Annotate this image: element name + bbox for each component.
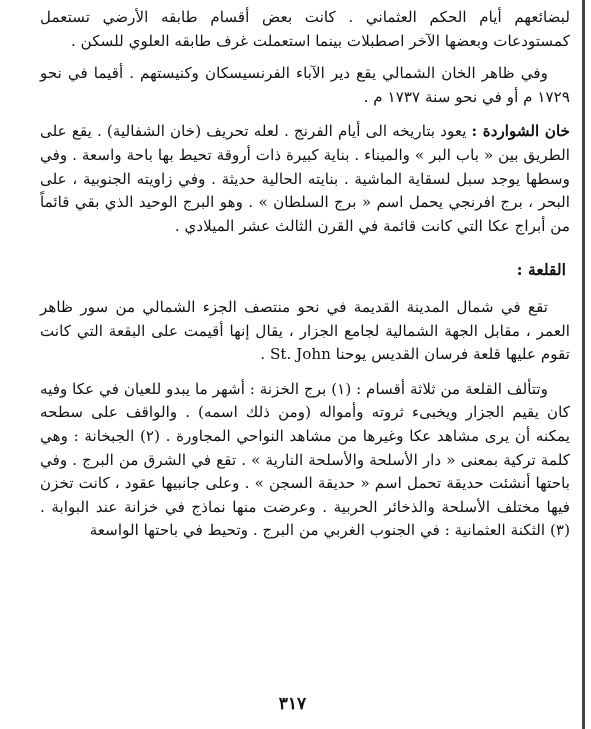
paragraph-citadel-sections: وتتألف القلعة من ثلاثة أقسام : (١) برج الخزنة : أشهر ما يبدو للعيان في عكا وفيه كان يقيم الجزار ويخبىء ثروته وأمواله (ومن ذلك اسمه) . والواقف على سطحه يمكنه أن يرى مشاهد عكا وغيرها من مشاهد النواحي المجاورة . (٢) الجبخانة : وهي كلمة تركية بمعنى « دار الأسلحة والأسلحة النارية » . تقع في الشرق من البرج . وفي باحتها أنشئت حديقة تحمل اسم « حديقة السجن » . وعلى جانبيها عقود ، كانت تخزن فيها مختلف الأسلحة والذخائر الحربية . وعرضت منها نماذج في خزانة عند البوابة . (٣) الثكنة العثمانية : في الجنوب الغربي من البرج . وتحيط في باحتها الواسعة — [40, 379, 571, 540]
khan-al-shawarda-term: خان الشواردة : — [471, 122, 570, 141]
paragraph-bazaar-continuation: لبضائعهم أيام الحكم العثماني . كانت بعض أقسام طابقه الأرضي تستعمل كمستودعات وبعضها الآخر اصطبلات بينما استعملت غرف طابقه العلوي للسكن . — [40, 8, 570, 50]
paragraph-citadel-location: تقع في شمال المدينة القديمة في نحو منتصف الجزء الشمالي من سور ظاهر العمر ، مقابل الجهة الشمالية لجامع الجزار ، يقال إنها أقيمت على البقعة التي كانت تقوم عليها قلعة فرسان القديس يوحنا St. John . — [40, 297, 570, 364]
paragraph-franciscan-monastery: وفي ظاهر الخان الشمالي يقع دير الآباء الفرنسيسكان وكنيستهم . أقيما في نحو ١٧٢٩ م أو في نحو سنة ١٧٣٧ م . — [40, 64, 570, 106]
page-number: ٣١٧ — [278, 694, 307, 714]
book-page-text — [40, 6, 570, 543]
section-heading-citadel: القلعة : — [516, 260, 566, 280]
paragraph-khan-al-shawarda — [40, 120, 570, 238]
khan-al-shawarda-body: يعود بتاريخه الى أيام الفرنج . لعله تحريف (خان الشفالية) . يقع على الطريق بين « باب البر » والميناء . بناية كبيرة ذات أروقة تحيط بها باحة واسعة . وفي وسطها يوجد سبل لسقاية الماشية . بنايته الحالية حديثة . وفي زاويته الجنوبية ، على البحر ، برج افرنجي يحمل اسم « برج السلطان » . وهو البرج الوحيد الذي بقي قائماً من أبراج عكا التي كانت قائمة في القرن الثالث عشر الميلادي . — [40, 122, 570, 235]
